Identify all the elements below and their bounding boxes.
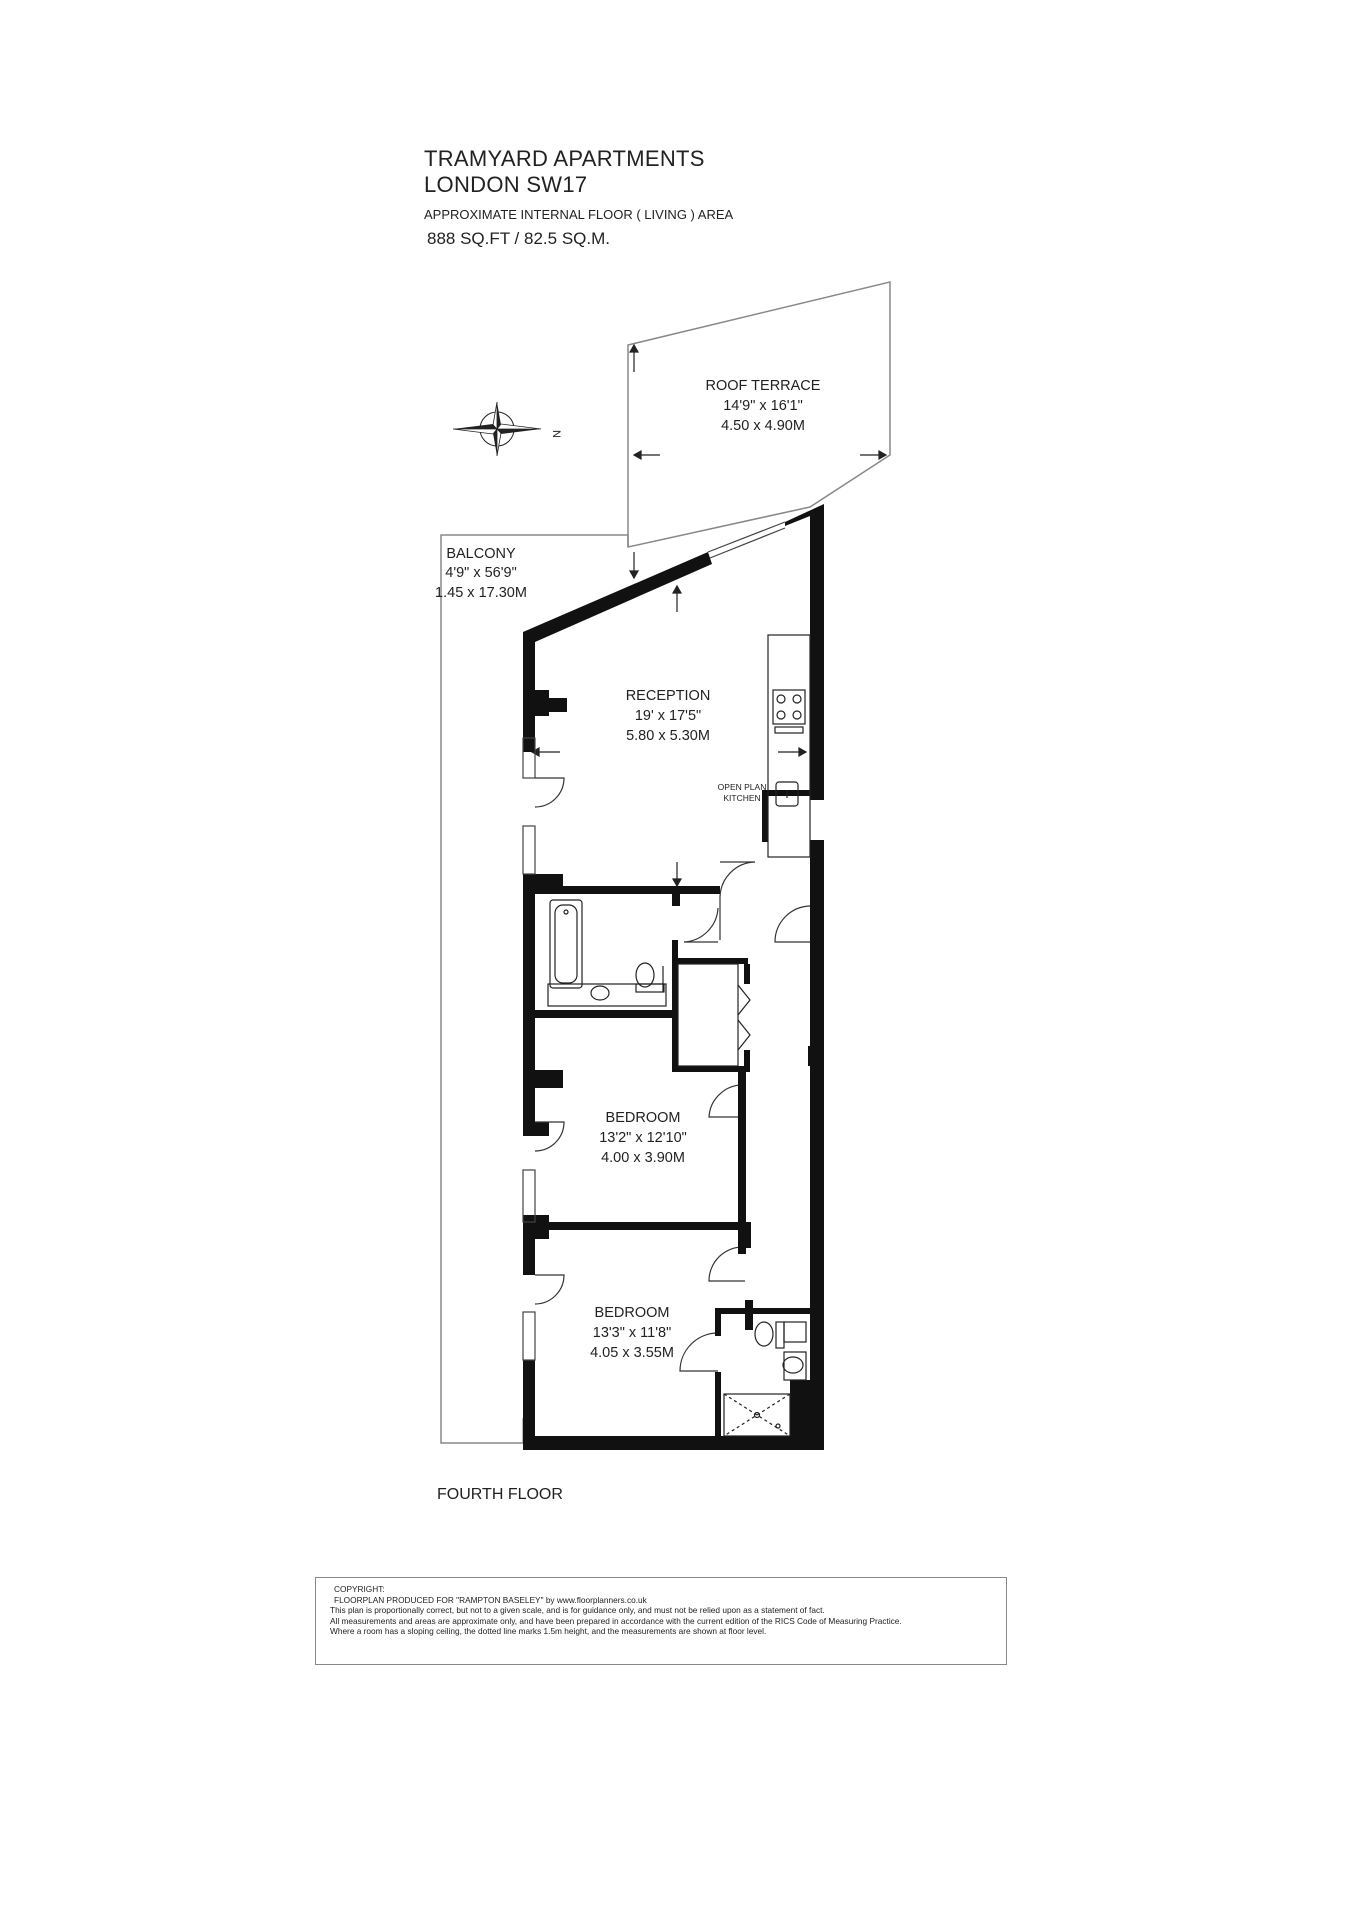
roof-terrace-name: ROOF TERRACE (705, 378, 821, 394)
room-roof-terrace (706, 378, 821, 434)
balcony-metric: 1.45 x 17.30M (435, 585, 527, 601)
area-caption: APPROXIMATE INTERNAL FLOOR ( LIVING ) AREA (424, 207, 734, 222)
copyright-heading: COPYRIGHT: (334, 1584, 385, 1594)
room-kitchen (718, 782, 767, 803)
compass-north-label: N (550, 430, 562, 438)
door-swings (535, 778, 810, 1371)
reception-metric: 5.80 x 5.30M (626, 728, 710, 744)
building-name: TRAMYARD APARTMENTS (424, 146, 705, 171)
bathroom-fixtures (548, 900, 666, 1006)
room-bedroom-1 (599, 1110, 687, 1166)
room-bedroom-2 (590, 1305, 674, 1361)
reception-name: RECEPTION (625, 688, 711, 704)
kitchen-line1: OPEN PLAN (717, 782, 767, 792)
roof-terrace-imperial: 14'9" x 16'1" (723, 398, 803, 414)
kitchen-units (768, 635, 810, 857)
bedroom-1-imperial: 13'2" x 12'10" (599, 1130, 687, 1146)
building-location: LONDON SW17 (424, 172, 588, 197)
bedroom-2-name: BEDROOM (594, 1305, 670, 1321)
bedroom-1-name: BEDROOM (605, 1110, 681, 1126)
room-balcony (435, 546, 527, 601)
balcony-imperial: 4'9" x 56'9" (445, 565, 517, 581)
copyright-box (315, 1577, 1007, 1665)
roof-terrace-outline (628, 282, 890, 547)
area-value: 888 SQ.FT / 82.5 SQ.M. (427, 229, 610, 248)
floor-name: FOURTH FLOOR (437, 1486, 563, 1503)
kitchen-line2: KITCHEN (723, 793, 761, 803)
copyright-line-3: Where a room has a sloping ceiling, the dotted line marks 1.5m height, and the measurements are shown at floor level. (330, 1626, 767, 1637)
bedroom-2-imperial: 13'3" x 11'8" (592, 1325, 672, 1341)
copyright-line-2: All measurements and areas are approximate only, and have been prepared in accordance with the current edition of the RICS Code of Measuring Practice. (330, 1615, 902, 1626)
bedroom-2-metric: 4.05 x 3.55M (590, 1345, 674, 1361)
bedroom-1-metric: 4.00 x 3.90M (601, 1150, 685, 1166)
balcony-name: BALCONY (446, 546, 516, 562)
copyright-produced-for: FLOORPLAN PRODUCED FOR "RAMPTON BASELEY" by www.floorplanners.co.uk (334, 1594, 647, 1605)
compass-icon (453, 402, 541, 456)
room-reception (626, 688, 711, 744)
roof-terrace-metric: 4.50 x 4.90M (721, 418, 805, 434)
reception-imperial: 19' x 17'5" (634, 708, 702, 724)
wardrobe (678, 964, 750, 1066)
copyright-line-1: This plan is proportionally correct, but not to a given scale, and is for guidance only, and must not be relied upon as a statement of fact. (330, 1605, 825, 1616)
